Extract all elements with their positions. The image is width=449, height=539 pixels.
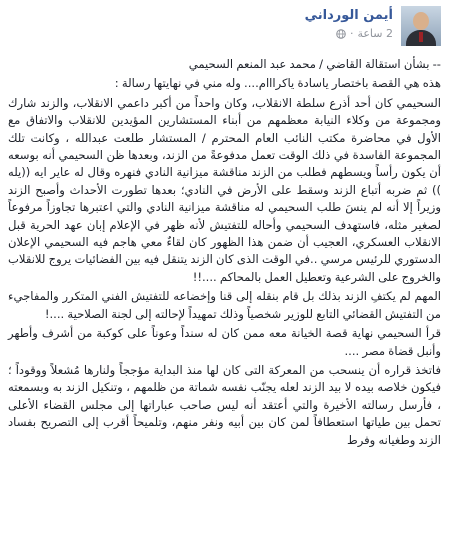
post-paragraph: السحيمي كان أحد أذرع سلطة الانقلاب، وكان واحداً من أكبر داعمي الانقلاب، والزند شارك ومجموعة من وكلاء النيابة معظمهم من أبناء المستشارين المؤيدين للانقلاب والاتفاق مع الأول في محاضرة مكتب النائب العام المحترم / المستشار طلعت عبدالله ، وكانت تلك المجموعة الفاسدة في ذلك الوقت تعمل مدفوعةً من الزند، وبعدها ظن السحيمي أنه بوسعه أن يكون رأساً ويسطهم فطلب من الزند مناقشة ميزانية النادي فنهره وقال له عاير ايه ((يله )) ثم ضربه أتباع الزند وسقط على الأرض في النادي؛ بعدها تطورت الأحداث وأصبح الزند وزيراً إلا أنه لم ينسَ طلب السحيمي له مناقشة ميزانية النادي والتي اعتبرها تجاوزاً مرفوعاً لصغير مثله، فاستهدف السحيمي وأحاله للتفتيش لأنه ظهر في الإعلام إبان عهد الحرية قبل الانقلاب العسكري، العجيب أن ضمن هذا الظهور كان لقاءٌ معي هاجم فيه السحيمي الإعلان الدستوري للرئيس مرسي ..في الوقت الذى كان الزند يتنقل فيه بين الفضائيات يروج للانقلاب والخروج على الشرعية وتعطيل العمل بالمحاكم ....!! bbox=[8, 95, 441, 284]
post-meta bbox=[305, 6, 393, 42]
separator-dot: · bbox=[349, 27, 354, 40]
post-paragraph: قرأ السحيمي نهاية قصة الخيانة معه ممن كان له سنداً وعوناً على كوكبة من أشرف وأطهر وأنبل قضاة مصر .... bbox=[8, 326, 441, 358]
avatar-tie bbox=[419, 32, 423, 42]
post-body bbox=[8, 56, 441, 449]
author-avatar[interactable] bbox=[401, 6, 441, 46]
post-header bbox=[8, 6, 441, 56]
post-paragraph: -- بشأن استقالة القاضي / محمد عبد المنعم السحيمي bbox=[188, 57, 441, 71]
post-paragraph: المهم لم يكتفِ الزند بذلك بل قام بنقله إلى قنا وإخضاعه للتفتيش الفني المتكرر والمفاجيء من التفتيش القضائي التابع للوزير شخصياً وذلك تمهيداً لإحالته إلى لجنة الصلاحية ....! bbox=[8, 289, 441, 321]
post-timestamp[interactable]: 2 ساعة bbox=[357, 27, 393, 40]
author-name-link[interactable]: أيمن الورداني bbox=[304, 8, 393, 23]
globe-icon[interactable] bbox=[336, 29, 346, 39]
avatar-head bbox=[413, 12, 429, 30]
post-paragraph: فاتخذ قراره أن ينسحب من المعركة التى كان لها منذ البداية مؤججاً ولنارها مُشعلاً ووقوداً ؛فيكون خلاصه بيده لا بيد الزند لعله يجنّب نفسه شماتة من ظلمهم ، وتنكيل الزند به وبسمعته ، فأرسل رسالته الأخيرة والتي أعتقد أنه ليس صاحب عباراتها إلى مجلس القضاء الأعلى تحمل بين طياتها استعطافاً لمن كان بين أبيه ونفر منهم، وتلميحاً أقرب إلى التصريح بفساد الزند وطغيانه وفرط bbox=[8, 362, 441, 447]
timestamp-row bbox=[305, 26, 393, 42]
post-paragraph: هذه هي القصة باختصار ياسادة ياكرااام.... وله مني في نهايتها رسالة : bbox=[114, 76, 441, 91]
